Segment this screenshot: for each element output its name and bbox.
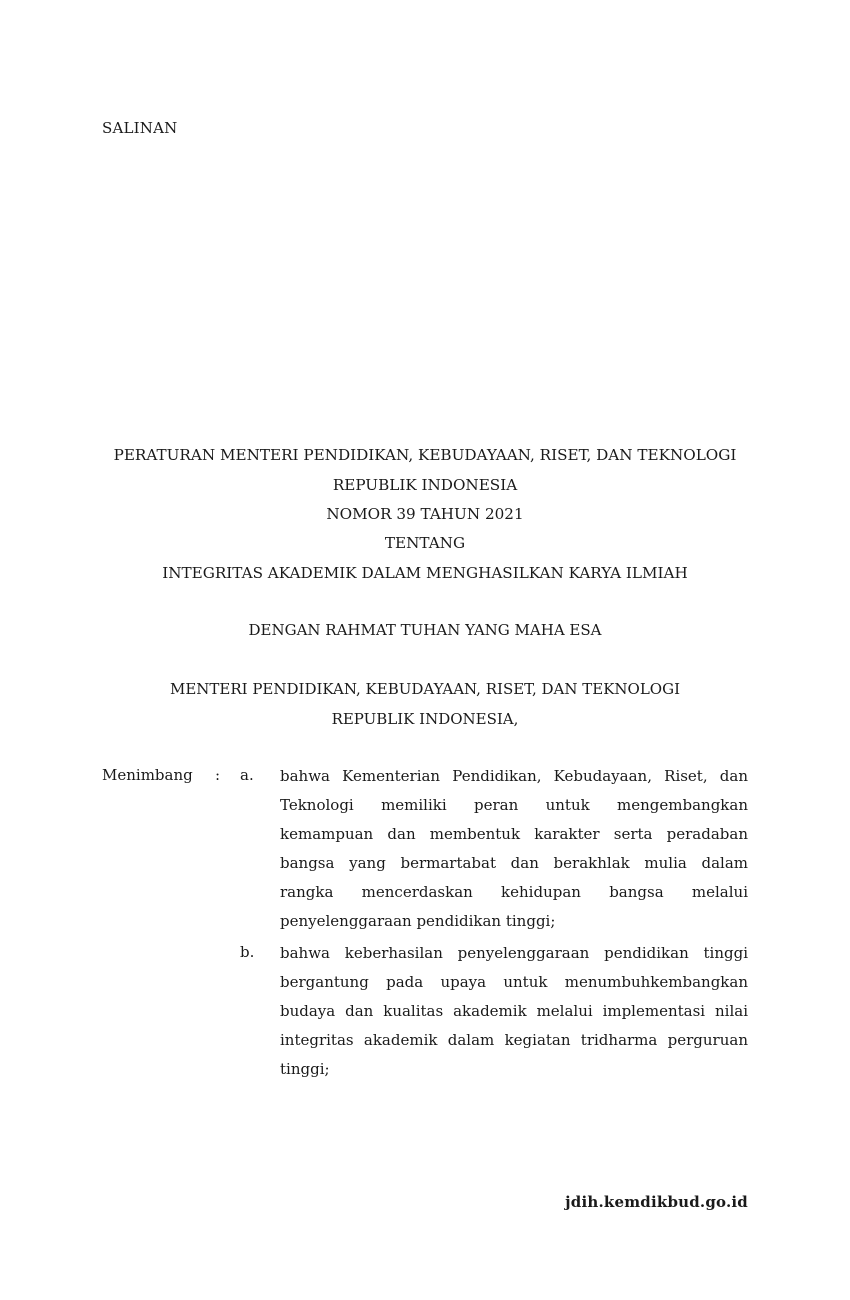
footer-source-url: jdih.kemdikbud.go.id	[565, 1193, 748, 1211]
copy-stamp: SALINAN	[102, 119, 178, 137]
item-line: bangsa yang bermartabat dan berakhlak mulia dalam	[280, 854, 748, 872]
item-line: kemampuan dan membentuk karakter serta peradaban	[280, 825, 748, 843]
title-line: REPUBLIK INDONESIA	[332, 476, 518, 494]
issuer-line: MENTERI PENDIDIKAN, KEBUDAYAAN, RISET, DAN TEKNOLOGI	[169, 680, 681, 698]
item-letter: b.	[240, 943, 255, 961]
title-line: PERATURAN MENTERI PENDIDIKAN, KEBUDAYAAN, RISET, DAN TEKNOLOGI	[113, 446, 737, 464]
invocation: DENGAN RAHMAT TUHAN YANG MAHA ESA	[248, 621, 602, 639]
title-line: TENTANG	[384, 534, 466, 552]
considering-label: Menimbang	[102, 766, 193, 784]
item-line: bergantung pada upaya untuk menumbuhkembangkan	[280, 973, 748, 991]
item-line: bahwa keberhasilan penyelenggaraan pendidikan tinggi	[280, 944, 748, 962]
title-line: NOMOR 39 TAHUN 2021	[326, 505, 524, 523]
item-letter: a.	[240, 766, 254, 784]
item-line: bahwa Kementerian Pendidikan, Kebudayaan, Riset, dan	[280, 767, 748, 785]
item-line: budaya dan kualitas akademik melalui implementasi nilai	[280, 1002, 748, 1020]
item-line: integritas akademik dalam kegiatan tridharma perguruan	[280, 1031, 748, 1049]
item-line: tinggi;	[280, 1060, 330, 1078]
issuer-line: REPUBLIK INDONESIA,	[331, 710, 519, 728]
considering-colon: :	[215, 766, 221, 784]
item-line: Teknologi memiliki peran untuk mengembangkan	[280, 796, 748, 814]
item-line: rangka mencerdaskan kehidupan bangsa melalui	[280, 883, 748, 901]
item-line: penyelenggaraan pendidikan tinggi;	[280, 912, 556, 930]
title-line: INTEGRITAS AKADEMIK DALAM MENGHASILKAN KARYA ILMIAH	[162, 564, 688, 582]
